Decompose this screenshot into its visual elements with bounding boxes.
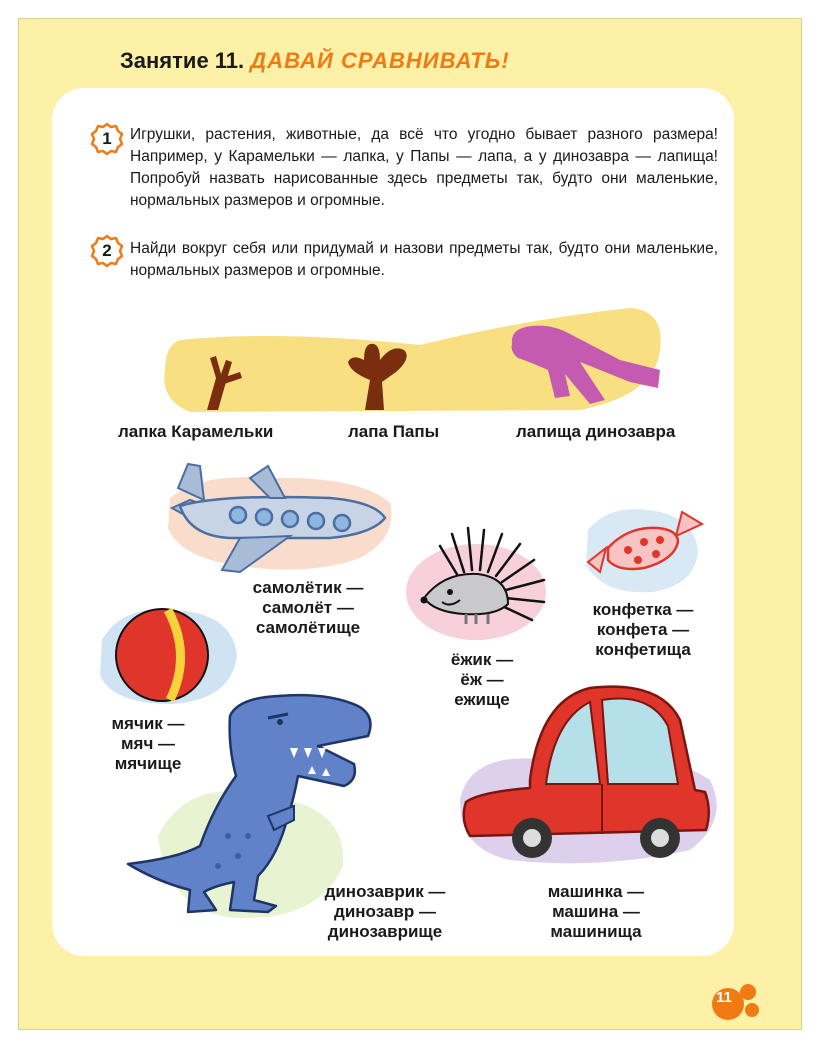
- car-wheel-icon: [640, 818, 680, 858]
- task-1-text: Игрушки, растения, животные, да всё что угодно бывает разного размера! Например, у Карамельки — лапка, у Папы — лапа, а у динозавра — лапища! Попробуй назвать нарисованные здесь предметы так, будто они маленькие, нормальных размеров и огромные.: [130, 126, 718, 209]
- hedgehog-illustration: [404, 520, 554, 640]
- car-label: машинка — машина — машинища: [547, 882, 645, 941]
- page-number: 11: [716, 989, 732, 1006]
- lesson-name: ДАВАЙ СРАВНИВАТЬ!: [250, 48, 510, 73]
- paw-label-small: лапка Карамельки: [118, 422, 274, 441]
- candy-illustration: [578, 500, 708, 600]
- paws-illustration: [160, 300, 670, 420]
- task-2-text: Найди вокруг себя или придумай и назови предметы так, будто они маленькие, нормальных размеров и огромные.: [130, 240, 718, 279]
- paw-label-medium: лапа Папы: [348, 422, 440, 441]
- plane-label: самолётик — самолёт — самолётище: [252, 578, 364, 637]
- candy-label: конфетка — конфета — конфетища: [592, 600, 694, 659]
- hedgehog-label: ёжик — ёж — ежище: [450, 650, 514, 709]
- task-2-number-badge: 2: [90, 234, 124, 268]
- task-1-number-badge: 1: [90, 122, 124, 156]
- dinosaur-label: динозаврик — динозавр — динозаврище: [324, 882, 446, 941]
- car-wheel-icon: [512, 818, 552, 858]
- paw-label-large: лапища динозавра: [516, 422, 676, 441]
- page-title: [120, 48, 510, 74]
- page-number-badge: [708, 980, 760, 1024]
- car-illustration: [450, 680, 730, 870]
- lesson-number: Занятие 11.: [120, 48, 245, 73]
- airplane-illustration: [160, 458, 400, 578]
- ball-label: мячик — мяч — мячище: [111, 714, 185, 773]
